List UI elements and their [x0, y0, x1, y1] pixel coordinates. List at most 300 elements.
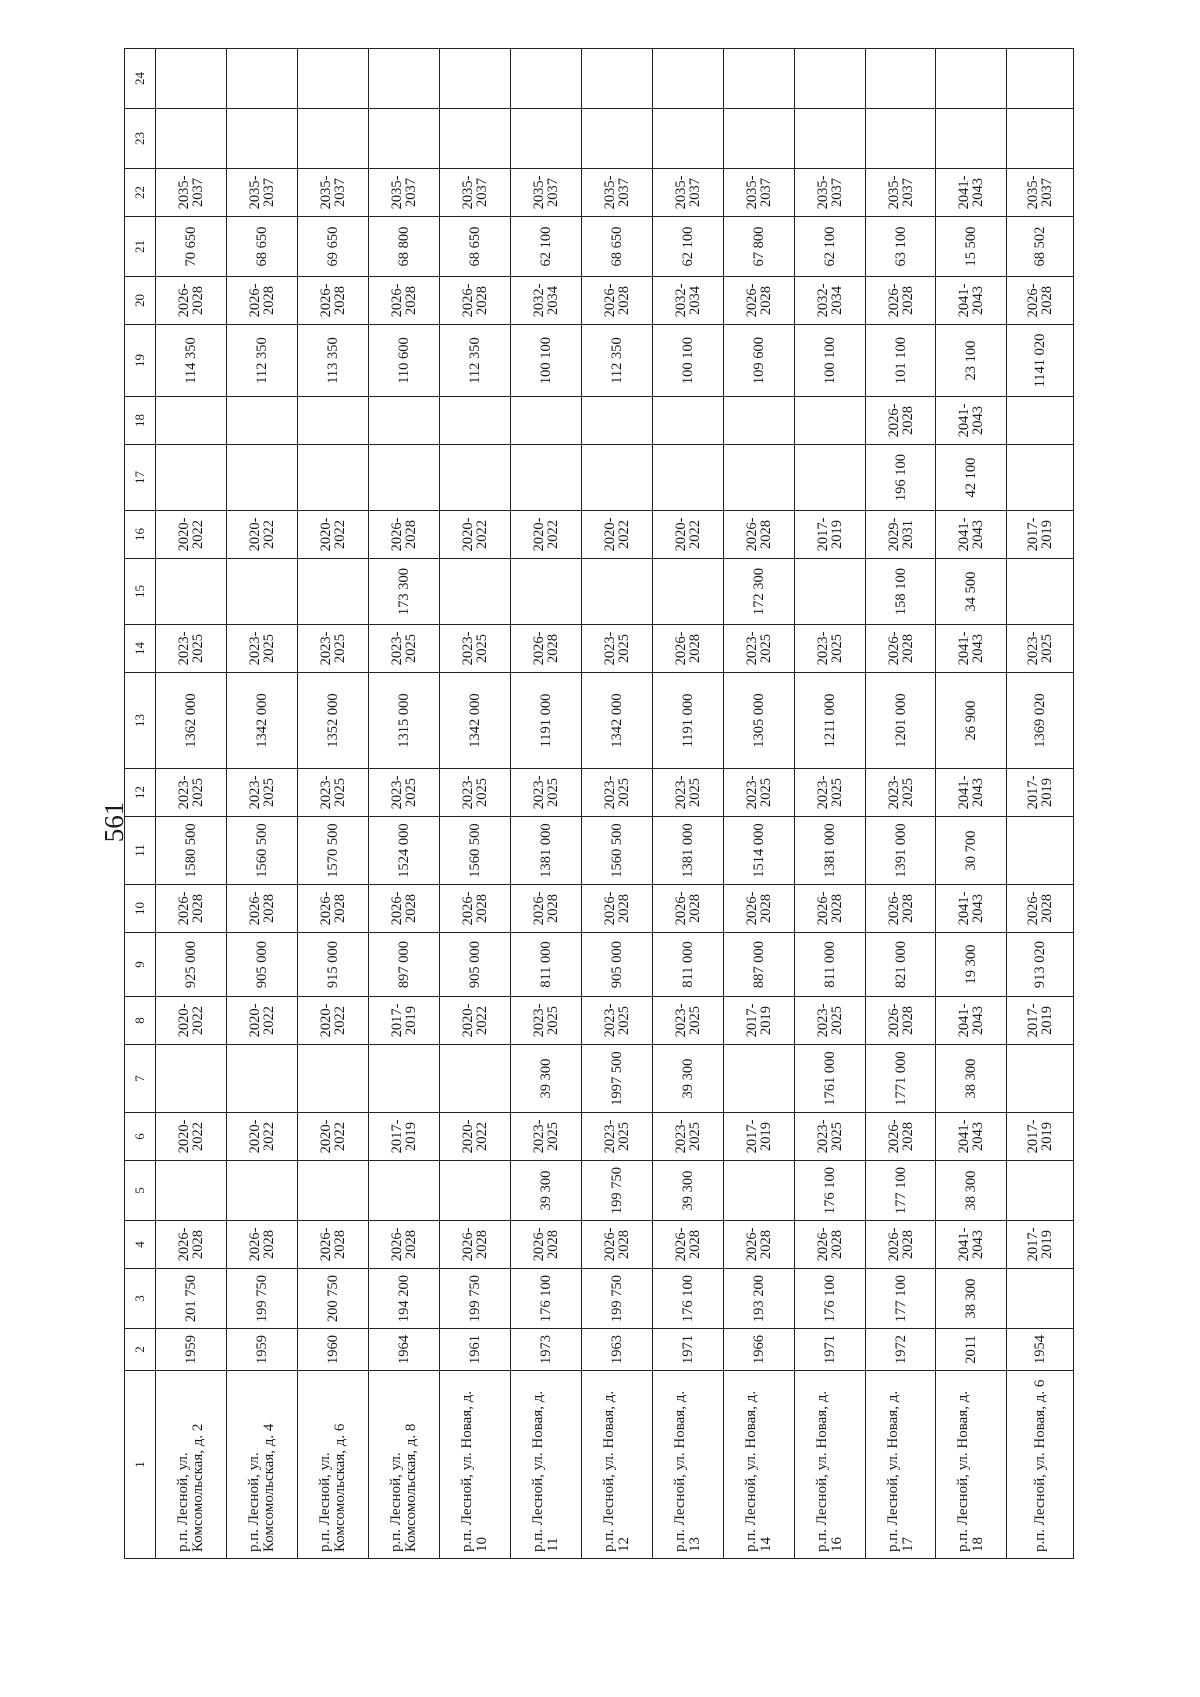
period-cell: 2026-2028: [865, 1221, 936, 1269]
cost-cell: 62 100: [652, 217, 723, 277]
period-cell: 2023-2025: [297, 769, 368, 817]
period-cell: 2032-2034: [510, 277, 581, 325]
column-number-19: 19: [125, 325, 156, 397]
year-cell: 1971: [652, 1329, 723, 1371]
period-cell: 2020-2022: [439, 1113, 510, 1161]
table-row: [936, 49, 1007, 1559]
period-cell: 2020-2022: [439, 997, 510, 1045]
period-cell: 2023-2025: [794, 1113, 865, 1161]
cost-cell: [368, 445, 439, 511]
year-cell: 1972: [865, 1329, 936, 1371]
period-cell: 2026-2028: [156, 885, 227, 933]
cost-cell: 194 200: [368, 1269, 439, 1329]
cost-cell: 38 300: [936, 1269, 1007, 1329]
period-cell: 2026-2028: [581, 1221, 652, 1269]
cost-cell: 100 100: [794, 325, 865, 397]
period-cell: 2041-2043: [936, 885, 1007, 933]
column-number-16: 16: [125, 511, 156, 559]
cost-cell: 112 350: [581, 325, 652, 397]
cost-cell: 173 300: [368, 559, 439, 625]
cost-cell: 200 750: [297, 1269, 368, 1329]
cost-cell: 1305 000: [723, 673, 794, 769]
column-number-1: 1: [125, 1371, 156, 1559]
cost-cell: [297, 1045, 368, 1113]
column-number-6: 6: [125, 1113, 156, 1161]
period-cell: 2032-2034: [794, 277, 865, 325]
period-cell: 2023-2025: [723, 769, 794, 817]
cost-cell: [510, 49, 581, 109]
period-cell: 2017-2019: [1007, 511, 1074, 559]
cost-cell: 158 100: [865, 559, 936, 625]
cost-cell: 69 650: [297, 217, 368, 277]
column-number-22: 22: [125, 169, 156, 217]
period-cell: 2020-2022: [156, 1113, 227, 1161]
period-cell: [297, 397, 368, 445]
period-cell: 2041-2043: [936, 397, 1007, 445]
period-cell: 2026-2028: [510, 625, 581, 673]
cost-cell: 925 000: [156, 933, 227, 997]
cost-cell: [439, 445, 510, 511]
period-cell: 2023-2025: [794, 625, 865, 673]
period-cell: 2020-2022: [652, 511, 723, 559]
period-cell: 2026-2028: [865, 997, 936, 1045]
cost-cell: 1191 000: [652, 673, 723, 769]
period-cell: 2026-2028: [368, 277, 439, 325]
period-cell: [1007, 397, 1074, 445]
cost-cell: [1007, 49, 1074, 109]
column-number-24: 24: [125, 49, 156, 109]
cost-cell: [652, 49, 723, 109]
period-cell: 2026-2028: [226, 1221, 297, 1269]
period-cell: 2026-2028: [723, 885, 794, 933]
cost-cell: 811 000: [794, 933, 865, 997]
housing-repair-table: [124, 48, 1074, 1559]
cost-cell: 1514 000: [723, 817, 794, 885]
cost-cell: 1560 500: [439, 817, 510, 885]
period-cell: 2026-2028: [865, 1113, 936, 1161]
period-cell: 2041-2043: [936, 997, 1007, 1045]
cost-cell: [1007, 559, 1074, 625]
cost-cell: 199 750: [226, 1269, 297, 1329]
period-cell: 2041-2043: [936, 1113, 1007, 1161]
cost-cell: [297, 109, 368, 169]
cost-cell: 62 100: [510, 217, 581, 277]
cost-cell: 1771 000: [865, 1045, 936, 1113]
column-number-2: 2: [125, 1329, 156, 1371]
address-cell: р.п. Лесной, ул. Новая, д. 16: [794, 1371, 865, 1559]
column-number-7: 7: [125, 1045, 156, 1113]
cost-cell: 100 100: [652, 325, 723, 397]
cost-cell: 1570 500: [297, 817, 368, 885]
cost-cell: 199 750: [439, 1269, 510, 1329]
period-cell: 2026-2028: [652, 1221, 723, 1269]
address-cell: р.п. Лесной, ул. Комсомольская, д. 6: [297, 1371, 368, 1559]
year-cell: 1954: [1007, 1329, 1074, 1371]
cost-cell: 23 100: [936, 325, 1007, 397]
cost-cell: 199 750: [581, 1269, 652, 1329]
cost-cell: 915 000: [297, 933, 368, 997]
period-cell: 2023-2025: [1007, 625, 1074, 673]
cost-cell: 201 750: [156, 1269, 227, 1329]
cost-cell: [723, 109, 794, 169]
period-cell: 2026-2028: [439, 885, 510, 933]
period-cell: 2023-2025: [156, 625, 227, 673]
cost-cell: 1381 000: [652, 817, 723, 885]
table-row: [723, 49, 794, 1559]
period-cell: 2026-2028: [1007, 277, 1074, 325]
cost-cell: 19 300: [936, 933, 1007, 997]
cost-cell: [156, 445, 227, 511]
cost-cell: 39 300: [652, 1045, 723, 1113]
cost-cell: 905 000: [439, 933, 510, 997]
table-row: [794, 49, 865, 1559]
cost-cell: 1352 000: [297, 673, 368, 769]
cost-cell: [1007, 1269, 1074, 1329]
cost-cell: 821 000: [865, 933, 936, 997]
cost-cell: [226, 49, 297, 109]
cost-cell: 68 650: [226, 217, 297, 277]
period-cell: 2035-2037: [368, 169, 439, 217]
period-cell: 2023-2025: [581, 769, 652, 817]
period-cell: [794, 397, 865, 445]
period-cell: 2017-2019: [723, 1113, 794, 1161]
cost-cell: 1560 500: [581, 817, 652, 885]
header-row: [125, 49, 156, 1559]
address-cell: р.п. Лесной, ул. Новая, д. 12: [581, 1371, 652, 1559]
period-cell: 2020-2022: [297, 511, 368, 559]
cost-cell: [723, 49, 794, 109]
period-cell: 2041-2043: [936, 625, 1007, 673]
cost-cell: 1560 500: [226, 817, 297, 885]
address-cell: р.п. Лесной, ул. Новая, д. 11: [510, 1371, 581, 1559]
period-cell: 2023-2025: [865, 769, 936, 817]
cost-cell: 1381 000: [510, 817, 581, 885]
cost-cell: 68 650: [581, 217, 652, 277]
period-cell: 2041-2043: [936, 769, 1007, 817]
cost-cell: 176 100: [794, 1161, 865, 1221]
column-number-10: 10: [125, 885, 156, 933]
period-cell: 2020-2022: [156, 511, 227, 559]
cost-cell: 110 600: [368, 325, 439, 397]
cost-cell: [581, 49, 652, 109]
period-cell: 2023-2025: [581, 625, 652, 673]
period-cell: 2035-2037: [297, 169, 368, 217]
period-cell: 2035-2037: [865, 169, 936, 217]
year-cell: 1971: [794, 1329, 865, 1371]
table-row: [652, 49, 723, 1559]
cost-cell: [581, 445, 652, 511]
cost-cell: 176 100: [510, 1269, 581, 1329]
cost-cell: 1524 000: [368, 817, 439, 885]
period-cell: 2017-2019: [368, 1113, 439, 1161]
table-row: [865, 49, 936, 1559]
period-cell: 2020-2022: [226, 997, 297, 1045]
cost-cell: [510, 109, 581, 169]
cost-cell: 177 100: [865, 1161, 936, 1221]
cost-cell: [297, 49, 368, 109]
period-cell: 2035-2037: [439, 169, 510, 217]
address-cell: р.п. Лесной, ул. Комсомольская, д. 4: [226, 1371, 297, 1559]
cost-cell: [156, 109, 227, 169]
cost-cell: [156, 49, 227, 109]
period-cell: 2020-2022: [297, 997, 368, 1045]
year-cell: 1960: [297, 1329, 368, 1371]
address-cell: р.п. Лесной, ул. Новая, д. 6: [1007, 1371, 1074, 1559]
period-cell: [581, 397, 652, 445]
column-number-13: 13: [125, 673, 156, 769]
cost-cell: [297, 1161, 368, 1221]
cost-cell: [439, 49, 510, 109]
column-number-9: 9: [125, 933, 156, 997]
period-cell: 2026-2028: [581, 277, 652, 325]
period-cell: 2020-2022: [156, 997, 227, 1045]
year-cell: 2011: [936, 1329, 1007, 1371]
cost-cell: 39 300: [510, 1045, 581, 1113]
cost-cell: 68 800: [368, 217, 439, 277]
cost-cell: 1342 000: [581, 673, 652, 769]
cost-cell: 38 300: [936, 1161, 1007, 1221]
period-cell: 2023-2025: [439, 769, 510, 817]
cost-cell: 34 500: [936, 559, 1007, 625]
period-cell: 2026-2028: [652, 885, 723, 933]
period-cell: 2035-2037: [156, 169, 227, 217]
cost-cell: [652, 559, 723, 625]
period-cell: 2023-2025: [368, 625, 439, 673]
cost-cell: 38 300: [936, 1045, 1007, 1113]
period-cell: 2026-2028: [156, 1221, 227, 1269]
period-cell: 2026-2028: [368, 885, 439, 933]
year-cell: 1963: [581, 1329, 652, 1371]
cost-cell: 897 000: [368, 933, 439, 997]
cost-cell: [156, 1045, 227, 1113]
cost-cell: [723, 1161, 794, 1221]
cost-cell: [439, 1045, 510, 1113]
period-cell: 2020-2022: [510, 511, 581, 559]
cost-cell: [865, 109, 936, 169]
period-cell: 2023-2025: [652, 997, 723, 1045]
period-cell: 2026-2028: [226, 885, 297, 933]
cost-cell: 1191 000: [510, 673, 581, 769]
period-cell: 2020-2022: [297, 1113, 368, 1161]
cost-cell: [226, 445, 297, 511]
period-cell: 2017-2019: [1007, 1113, 1074, 1161]
table-row: [439, 49, 510, 1559]
address-cell: р.п. Лесной, ул. Новая, д. 13: [652, 1371, 723, 1559]
period-cell: 2023-2025: [156, 769, 227, 817]
period-cell: 2017-2019: [1007, 769, 1074, 817]
cost-cell: 176 100: [652, 1269, 723, 1329]
cost-cell: [581, 559, 652, 625]
period-cell: 2026-2028: [439, 1221, 510, 1269]
column-number-17: 17: [125, 445, 156, 511]
cost-cell: [439, 559, 510, 625]
address-cell: р.п. Лесной, ул. Комсомольская, д. 8: [368, 1371, 439, 1559]
period-cell: 2041-2043: [936, 1221, 1007, 1269]
period-cell: 2035-2037: [794, 169, 865, 217]
table-row: [226, 49, 297, 1559]
period-cell: 2023-2025: [581, 997, 652, 1045]
cost-cell: [865, 49, 936, 109]
column-number-12: 12: [125, 769, 156, 817]
table-row: [368, 49, 439, 1559]
cost-cell: 30 700: [936, 817, 1007, 885]
period-cell: 2041-2043: [936, 169, 1007, 217]
cost-cell: [156, 559, 227, 625]
address-cell: р.п. Лесной, ул. Комсомольская, д. 2: [156, 1371, 227, 1559]
cost-cell: 811 000: [652, 933, 723, 997]
cost-cell: 62 100: [794, 217, 865, 277]
cost-cell: 112 350: [226, 325, 297, 397]
year-cell: 1973: [510, 1329, 581, 1371]
cost-cell: 1201 000: [865, 673, 936, 769]
cost-cell: 63 100: [865, 217, 936, 277]
cost-cell: 1342 000: [439, 673, 510, 769]
period-cell: 2035-2037: [723, 169, 794, 217]
period-cell: 2020-2022: [226, 511, 297, 559]
cost-cell: 196 100: [865, 445, 936, 511]
period-cell: 2023-2025: [652, 1113, 723, 1161]
period-cell: 2026-2028: [439, 277, 510, 325]
cost-cell: [368, 49, 439, 109]
cost-cell: 26 900: [936, 673, 1007, 769]
cost-cell: [1007, 1045, 1074, 1113]
cost-cell: 42 100: [936, 445, 1007, 511]
column-number-15: 15: [125, 559, 156, 625]
year-cell: 1964: [368, 1329, 439, 1371]
period-cell: 2026-2028: [297, 277, 368, 325]
cost-cell: 905 000: [226, 933, 297, 997]
page-number: 561: [99, 801, 129, 843]
cost-cell: [723, 445, 794, 511]
period-cell: 2023-2025: [510, 997, 581, 1045]
period-cell: 2017-2019: [723, 997, 794, 1045]
period-cell: 2035-2037: [581, 169, 652, 217]
period-cell: 2035-2037: [652, 169, 723, 217]
period-cell: 2026-2028: [794, 1221, 865, 1269]
cost-cell: 811 000: [510, 933, 581, 997]
period-cell: 2023-2025: [723, 625, 794, 673]
period-cell: 2026-2028: [652, 625, 723, 673]
cost-cell: [297, 559, 368, 625]
cost-cell: [1007, 817, 1074, 885]
cost-cell: [723, 1045, 794, 1113]
cost-cell: 193 200: [723, 1269, 794, 1329]
address-cell: р.п. Лесной, ул. Новая, д. 18: [936, 1371, 1007, 1559]
cost-cell: [368, 109, 439, 169]
cost-cell: [439, 109, 510, 169]
cost-cell: 15 500: [936, 217, 1007, 277]
cost-cell: 172 300: [723, 559, 794, 625]
period-cell: 2032-2034: [652, 277, 723, 325]
period-cell: 2023-2025: [510, 1113, 581, 1161]
cost-cell: 905 000: [581, 933, 652, 997]
cost-cell: 109 600: [723, 325, 794, 397]
table-row: [581, 49, 652, 1559]
period-cell: 2026-2028: [226, 277, 297, 325]
column-number-20: 20: [125, 277, 156, 325]
period-cell: [368, 397, 439, 445]
cost-cell: 1362 000: [156, 673, 227, 769]
period-cell: 2026-2028: [865, 277, 936, 325]
cost-cell: 39 300: [652, 1161, 723, 1221]
period-cell: 2023-2025: [510, 769, 581, 817]
period-cell: 2026-2028: [865, 625, 936, 673]
column-number-21: 21: [125, 217, 156, 277]
cost-cell: [794, 109, 865, 169]
cost-cell: [1007, 1161, 1074, 1221]
period-cell: 2026-2028: [723, 511, 794, 559]
cost-cell: [1007, 109, 1074, 169]
period-cell: 2023-2025: [297, 625, 368, 673]
period-cell: 2035-2037: [1007, 169, 1074, 217]
period-cell: 2026-2028: [581, 885, 652, 933]
rotated-table-wrapper: [124, 63, 1074, 1559]
period-cell: [723, 397, 794, 445]
cost-cell: [510, 559, 581, 625]
cost-cell: 177 100: [865, 1269, 936, 1329]
period-cell: 2041-2043: [936, 511, 1007, 559]
table-row: [1007, 49, 1074, 1559]
cost-cell: [1007, 445, 1074, 511]
period-cell: 2023-2025: [439, 625, 510, 673]
cost-cell: 887 000: [723, 933, 794, 997]
period-cell: 2017-2019: [1007, 1221, 1074, 1269]
period-cell: 2026-2028: [510, 1221, 581, 1269]
period-cell: 2026-2028: [368, 511, 439, 559]
period-cell: 2020-2022: [581, 511, 652, 559]
period-cell: 2026-2028: [794, 885, 865, 933]
cost-cell: [652, 445, 723, 511]
cost-cell: [156, 1161, 227, 1221]
period-cell: 2017-2019: [794, 511, 865, 559]
cost-cell: 68 502: [1007, 217, 1074, 277]
cost-cell: 1342 000: [226, 673, 297, 769]
cost-cell: [794, 49, 865, 109]
period-cell: 2023-2025: [794, 769, 865, 817]
cost-cell: 1580 500: [156, 817, 227, 885]
period-cell: 2023-2025: [581, 1113, 652, 1161]
period-cell: 2026-2028: [865, 885, 936, 933]
cost-cell: 1141 020: [1007, 325, 1074, 397]
cost-cell: [936, 49, 1007, 109]
cost-cell: 100 100: [510, 325, 581, 397]
period-cell: [439, 397, 510, 445]
cost-cell: 1381 000: [794, 817, 865, 885]
column-number-11: 11: [125, 817, 156, 885]
period-cell: 2026-2028: [510, 885, 581, 933]
cost-cell: [226, 1045, 297, 1113]
cost-cell: [794, 559, 865, 625]
column-number-23: 23: [125, 109, 156, 169]
cost-cell: 913 020: [1007, 933, 1074, 997]
cost-cell: 1315 000: [368, 673, 439, 769]
period-cell: 2017-2019: [1007, 997, 1074, 1045]
year-cell: 1966: [723, 1329, 794, 1371]
cost-cell: [226, 559, 297, 625]
period-cell: [156, 397, 227, 445]
cost-cell: [936, 109, 1007, 169]
cost-cell: 70 650: [156, 217, 227, 277]
column-number-5: 5: [125, 1161, 156, 1221]
cost-cell: 1761 000: [794, 1045, 865, 1113]
cost-cell: 114 350: [156, 325, 227, 397]
period-cell: 2026-2028: [865, 397, 936, 445]
table-row: [297, 49, 368, 1559]
cost-cell: [368, 1161, 439, 1221]
period-cell: 2026-2028: [1007, 885, 1074, 933]
cost-cell: 199 750: [581, 1161, 652, 1221]
cost-cell: 1391 000: [865, 817, 936, 885]
